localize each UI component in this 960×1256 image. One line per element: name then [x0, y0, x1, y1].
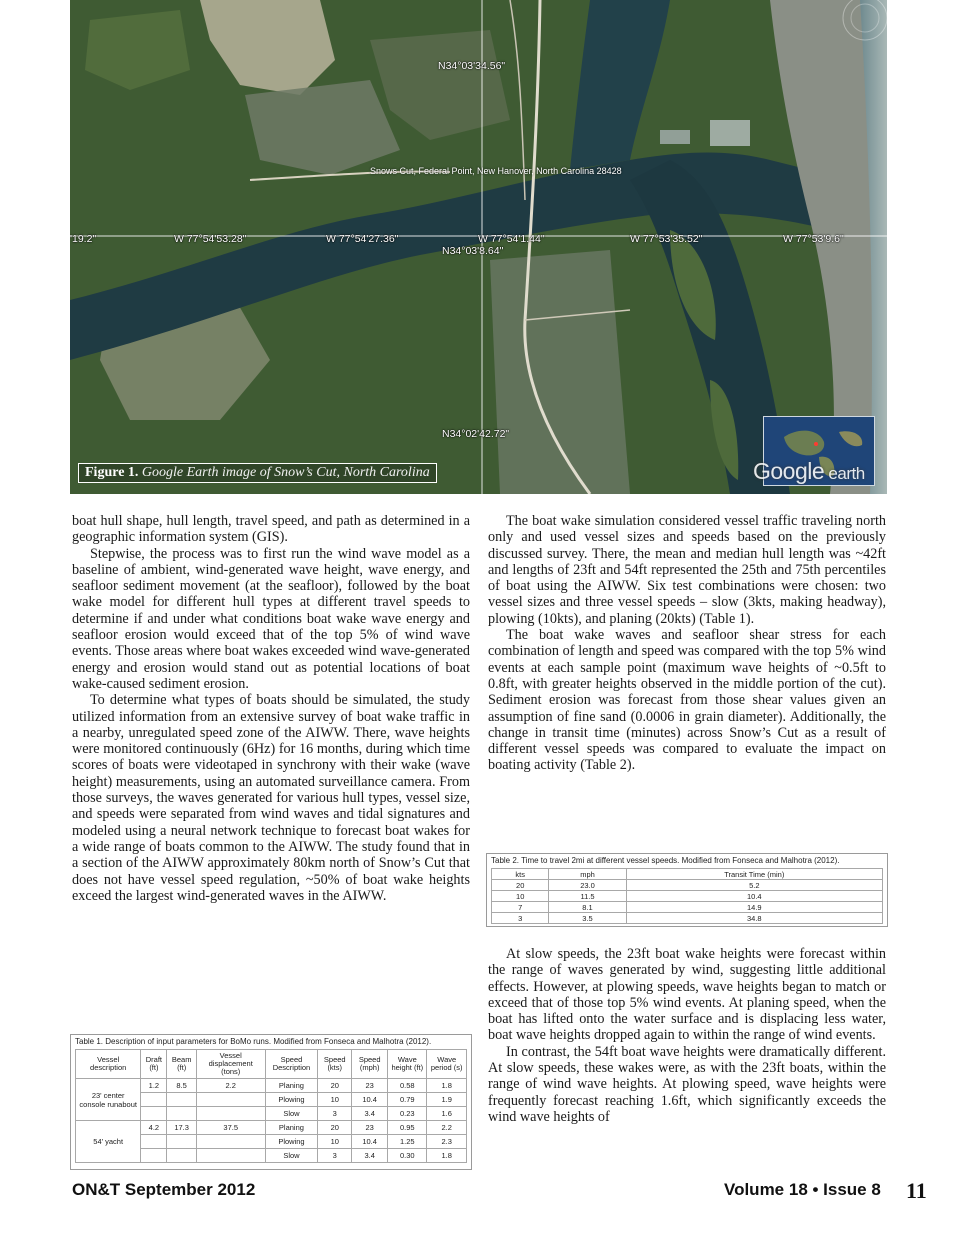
table-cell: 34.8	[626, 913, 882, 924]
table-header-row	[492, 869, 883, 880]
table-cell: 0.95	[388, 1121, 427, 1135]
table-cell: 7	[492, 902, 549, 913]
footer-issue: Volume 18 • Issue 8	[724, 1180, 881, 1199]
table-cell: 4.2	[141, 1121, 167, 1135]
table-cell: Planing	[265, 1079, 318, 1093]
coordinate-label: W 77°53'9.6"	[783, 233, 844, 245]
table-cell: 1.25	[388, 1135, 427, 1149]
paragraph: The boat wake simulation considered vessel traffic traveling north only and used vessel sizes and speeds based on the previously discussed survey. There, the mean and median hull length was ~42ft and lengths of 23ft and 54ft represented the 25th and 75th percentiles of boat using the AIWW. Six test combinations were chosen: two vessel sizes and three vessel speeds – slow (3kts, making headway), plowing (10kts), and planing (20kts) (Table 1).	[488, 513, 886, 627]
table-cell: 1.8	[427, 1149, 467, 1163]
column-header: Draft (ft)	[141, 1050, 167, 1079]
satellite-figure	[70, 0, 887, 494]
coordinate-label: W 77°54'1.44"	[478, 233, 545, 245]
table-2	[486, 853, 888, 927]
table-cell: 10	[318, 1093, 352, 1107]
table-cell: 3.5	[549, 913, 626, 924]
table-1-grid	[75, 1049, 467, 1163]
column-header: Vessel displacement (tons)	[196, 1050, 265, 1079]
table-cell: 3	[492, 913, 549, 924]
coordinate-label: '19.2"	[70, 233, 97, 245]
column-header: Vessel description	[76, 1050, 141, 1079]
column-header: Speed (mph)	[352, 1050, 388, 1079]
table-cell: 8.5	[167, 1079, 196, 1093]
table-cell: 10.4	[352, 1135, 388, 1149]
table-cell: 10.4	[626, 891, 882, 902]
table-cell	[167, 1107, 196, 1121]
table-row	[492, 902, 883, 913]
table-cell: 0.23	[388, 1107, 427, 1121]
table-cell: 2.2	[427, 1121, 467, 1135]
paragraph: Stepwise, the process was to first run the wind wave model as a baseline of ambient, wind-generated wave height, wave energy, and seafloor sediment movement (at the seafloor), followed by the boat wake model for different hull types at different travel speeds to determine if and under what conditions boat wake wave energy and seafloor erosion would exceed that of the top 5% of wind wave events. Those areas where boat wakes exceeded wind wave-generated energy and erosion would stand out as potential locations of boat wake-caused sediment erosion.	[72, 545, 470, 692]
table-cell: 8.1	[549, 902, 626, 913]
coordinate-label: W 77°54'27.36"	[326, 233, 399, 245]
table-cell: 20	[318, 1121, 352, 1135]
table-cell: 0.58	[388, 1079, 427, 1093]
column-header: Beam (ft)	[167, 1050, 196, 1079]
table-cell: 3	[318, 1149, 352, 1163]
table-row	[492, 913, 883, 924]
table-cell: 20	[318, 1079, 352, 1093]
table-cell	[196, 1135, 265, 1149]
caption-label: Figure 1.	[85, 465, 139, 480]
table-cell: 23	[352, 1121, 388, 1135]
table-cell: 1.6	[427, 1107, 467, 1121]
table-cell	[167, 1149, 196, 1163]
paragraph: At slow speeds, the 23ft boat wake heights were forecast within the range of waves generated by wind, suggesting little additional effects. However, at plowing speeds, wave heights began to match or exceed that of those top 5% wind events. At planing speed, when the boat has lifted onto the water surface and is displacing less water, boat wave heights dropped again to within the range of wind events.	[488, 946, 886, 1044]
table-cell	[141, 1093, 167, 1107]
table-cell: Plowing	[265, 1093, 318, 1107]
table-1	[70, 1034, 472, 1170]
table-cell: 1.9	[427, 1093, 467, 1107]
table-cell: 10.4	[352, 1093, 388, 1107]
right-column-top	[488, 513, 886, 774]
coordinate-label: N34°03'34.56"	[438, 60, 506, 72]
footer-publication: ON&T September 2012	[72, 1180, 256, 1199]
table-cell: 14.9	[626, 902, 882, 913]
caption-text: Google Earth image of Snow’s Cut, North Carolina	[141, 465, 430, 480]
table-cell: 0.79	[388, 1093, 427, 1107]
table-cell	[196, 1093, 265, 1107]
coordinate-label: N34°03'8.64"	[442, 245, 504, 257]
coordinate-label: W 77°53'35.52"	[630, 233, 703, 245]
table-cell: 2.3	[427, 1135, 467, 1149]
table-cell: Slow	[265, 1107, 318, 1121]
table-cell: Plowing	[265, 1135, 318, 1149]
table-cell: 23.0	[549, 880, 626, 891]
table-cell	[167, 1093, 196, 1107]
vessel-description: 54' yacht	[76, 1121, 141, 1163]
table-header-row	[76, 1050, 467, 1079]
table-cell	[141, 1149, 167, 1163]
table-cell	[196, 1107, 265, 1121]
coordinate-label: N34°02'42.72"	[442, 428, 510, 440]
paragraph: The boat wake waves and seafloor shear stress for each combination of length and speed was compared with the top 5% wind events at each sample point (maximum wave heights of ~0.5ft to 0.8ft, with greater heights observed in the middle portion of the cut). Sediment erosion was forecast from those shear values given an assumption of fine sand (0.0006 in grain diameter). Additionally, the change in transit time (minutes) across Snow’s Cut as a result of different vessel speeds was compared to evaluate the impact on boating activity (Table 2).	[488, 627, 886, 774]
table-cell: 10	[318, 1135, 352, 1149]
google-earth-logo: Google earth	[753, 458, 865, 484]
column-header: Transit Time (min)	[626, 869, 882, 880]
table-cell: 0.30	[388, 1149, 427, 1163]
left-column	[72, 513, 470, 904]
table-cell	[167, 1135, 196, 1149]
table-row	[492, 880, 883, 891]
table-cell	[196, 1149, 265, 1163]
page-number: 11	[906, 1178, 927, 1203]
column-header: Speed (kts)	[318, 1050, 352, 1079]
table-cell	[141, 1107, 167, 1121]
table-cell: 17.3	[167, 1121, 196, 1135]
table-row	[492, 891, 883, 902]
table-cell: 5.2	[626, 880, 882, 891]
table-2-title: Table 2. Time to travel 2mi at different vessel speeds. Modified from Fonseca and Malhotra (2012).	[491, 856, 840, 865]
table-1-title: Table 1. Description of input parameters for BoMo runs. Modified from Fonseca and Malhotra (2012).	[75, 1037, 432, 1046]
table-cell: 10	[492, 891, 549, 902]
paragraph: In contrast, the 54ft boat wave heights were dramatically different. At slow speeds, these wakes were, as with the 23ft boats, within the range of wind wave heights. At plowing speed, wave heights were frequently forecast reaching 1.6ft, which significantly exceeds the wind wave heights of	[488, 1043, 886, 1125]
paragraph: To determine what types of boats should be simulated, the study utilized information from an extensive survey of boat wake traffic in a nearby, unregulated speed zone of the AIWW. There, wave heights were monitored continuously (6Hz) for 16 months, during which time scores of boats were videotaped in synchrony with their wake (wave height) measurements, using an automated surveillance camera. From those surveys, the waves generated for various hull types, vessel size, and speeds were separated from wind waves and tidal signatures and modeled using a neural network technique to forecast boat wakes for a wide range of boats common to the AIWW. The study found that in a section of the AIWW approximately 80km north of Snow’s Cut that does not have vessel speed regulation, ~50% of boat wake heights exceed the largest wind-generated waves in the AIWW.	[72, 692, 470, 904]
table-2-grid	[491, 868, 883, 924]
table-cell: 3.4	[352, 1107, 388, 1121]
vessel-description: 23' center console runabout	[76, 1079, 141, 1121]
place-label: Snows Cut, Federal Point, New Hanover, North Carolina 28428	[370, 166, 622, 176]
coordinate-label: W 77°54'53.28"	[174, 233, 247, 245]
table-cell: 37.5	[196, 1121, 265, 1135]
column-header: Wave period (s)	[427, 1050, 467, 1079]
table-cell: 11.5	[549, 891, 626, 902]
column-header: kts	[492, 869, 549, 880]
table-cell	[141, 1135, 167, 1149]
table-cell: 3.4	[352, 1149, 388, 1163]
figure-caption	[78, 463, 437, 483]
table-cell: 1.8	[427, 1079, 467, 1093]
paragraph: boat hull shape, hull length, travel speed, and path as determined in a geographic information system (GIS).	[72, 513, 470, 546]
table-cell: 1.2	[141, 1079, 167, 1093]
column-header: Wave height (ft)	[388, 1050, 427, 1079]
column-header: Speed Description	[265, 1050, 318, 1079]
table-cell: Planing	[265, 1121, 318, 1135]
table-cell: 3	[318, 1107, 352, 1121]
table-row	[76, 1079, 467, 1093]
table-cell: 23	[352, 1079, 388, 1093]
table-cell: 2.2	[196, 1079, 265, 1093]
table-row	[76, 1121, 467, 1135]
table-cell: 20	[492, 880, 549, 891]
column-header: mph	[549, 869, 626, 880]
table-cell: Slow	[265, 1149, 318, 1163]
right-column-bottom	[488, 946, 886, 1125]
